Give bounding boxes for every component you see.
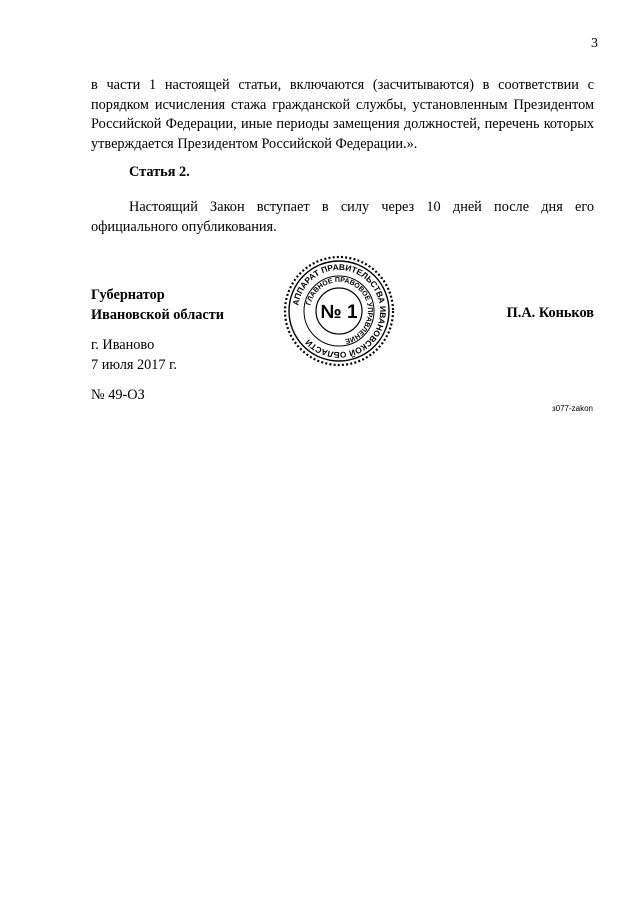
seal-inner-text: ГЛАВНОЕ ПРАВОВОЕ УПРАВЛЕНИЕ [305,276,374,345]
seal-center-number: № 1 [320,302,358,323]
place-and-date [91,336,177,375]
signatory-title-line2: Ивановской области [91,306,224,323]
place: г. Иваново [91,337,155,353]
document-code: з077-zakon [551,404,593,413]
official-seal [283,255,395,367]
article-2-title: Статья 2. [129,164,190,180]
date: 7 июля 2017 г. [91,356,177,373]
paragraph-1: в части 1 настоящей статьи, включаются (засчитываются) в соответствии с порядком исчисления стажа гражданской службы, установленным Президентом Российской Федерации, иные периоды замещения должностей, перечень которых утверждается Президентом Российской Федерации.». [91,77,594,152]
page-number: 3 [591,36,598,51]
seal-ring-text: АППАРАТ ПРАВИТЕЛЬСТВА ИВАНОВСКОЙ ОБЛАСТИ [290,261,389,361]
paragraph-2: Настоящий Закон вступает в силу через 10 дней после дня его официального опубликования. [91,199,594,235]
signatory-name: П.А. Коньков [506,305,594,321]
law-number: № 49-ОЗ [91,387,145,403]
signatory-title [91,286,224,325]
signatory-title-line1: Губернатор [91,287,165,303]
